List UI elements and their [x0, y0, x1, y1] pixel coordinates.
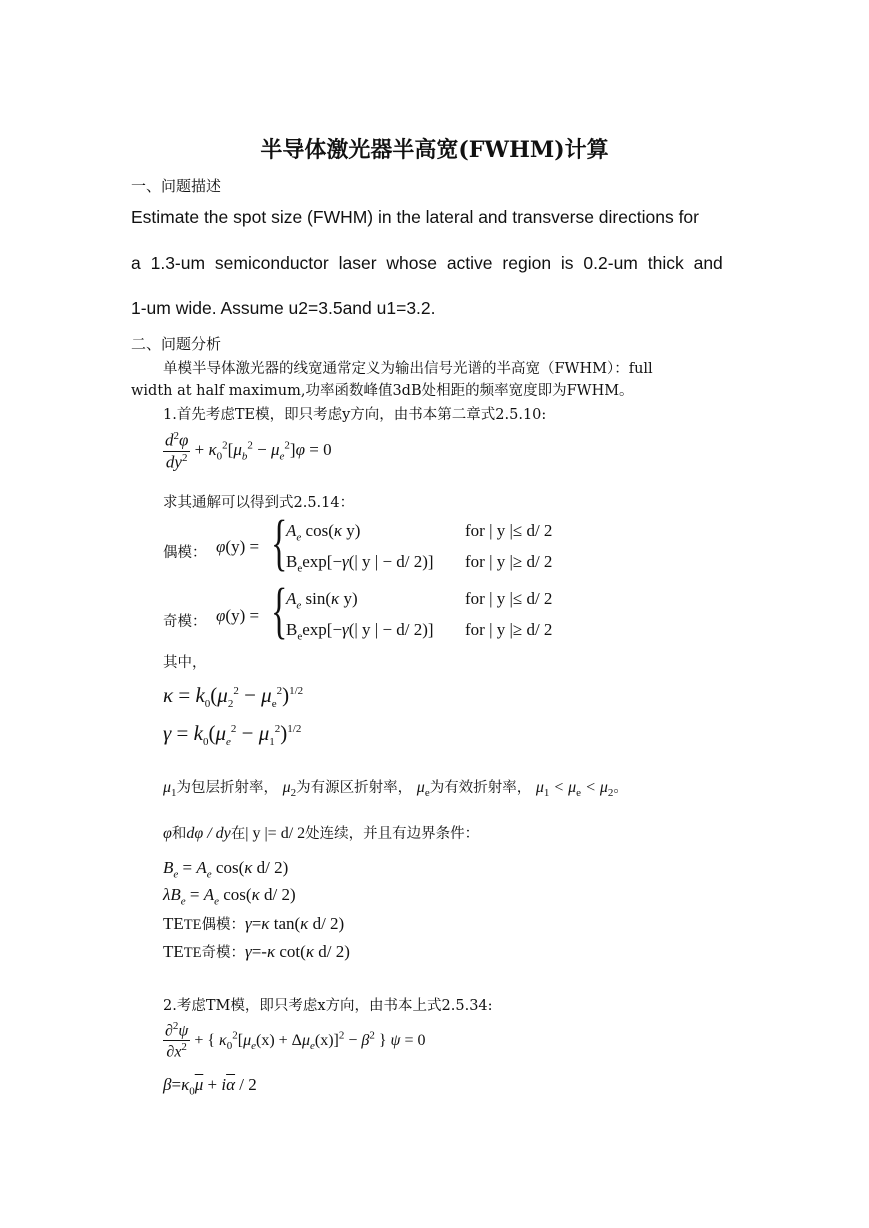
mu-inequality-end: 。 [613, 780, 628, 796]
refractive-index-description [163, 776, 628, 799]
problem-line-3: 1-um wide. Assume u2=3.5and u1=3.2. [131, 298, 436, 318]
te-odd-eq: TETE奇模：γ=-κ cot(κ d/ 2) [163, 942, 350, 961]
phi-symbol: φ [163, 825, 172, 842]
odd-mode-label: 奇模： [163, 614, 207, 630]
even-mode-case-2: $B_e\exp[-\gamma(|$ y | − d/ 2)] [286, 552, 434, 575]
where-label: 其中， [163, 655, 207, 671]
te-odd-label: TE奇模： [183, 945, 245, 961]
equation-gamma: $\gamma = k_0(\mu_e^2 - \mu_1^2)^{1/2}$ [163, 721, 302, 749]
mu-inequality: $\mu_1 < \mu_e < \mu_2$ [535, 779, 614, 800]
mue-description: 为有效折射率， [429, 780, 532, 796]
mu2-symbol: $\mu_2$ [282, 779, 297, 800]
continuity-rest: 处连续，并且有边界条件： [305, 826, 480, 842]
problem-line-1: Estimate the spot size (FWHM) in the lateral and transverse directions for [131, 207, 699, 227]
boundary-y-symbol: | y |= d/ 2 [245, 825, 306, 842]
step-te-intro: 1.首先考虑TE模，即只考虑y方向，由书本第二章式2.5.10: [163, 407, 547, 423]
dphi-dy-symbol: dφ / dy [186, 825, 231, 842]
step-tm-intro: 2.考虑TM模，即只考虑x方向，由书本上式2.5.34: [163, 998, 493, 1014]
odd-mode-cond-1: for | y |≤ d/ 2 [465, 589, 553, 608]
page-title: 半导体激光器半高宽(FWHM)计算 [260, 137, 609, 163]
general-solution-intro: 求其通解可以得到式2.5.14： [163, 495, 355, 511]
intro-line-2: width at half maximum,功率函数峰值3dB处相距的频率宽度即为FWHM。 [131, 383, 634, 399]
continuity-condition [163, 822, 479, 843]
even-mode-case-1: $A_e$ cos(κ y) [286, 521, 361, 544]
continuity-at: 在 [230, 826, 246, 842]
continuity-and: 和 [171, 826, 187, 842]
section-heading-analysis: 二、问题分析 [131, 335, 222, 353]
equation-wave-te: $\frac{d^2\varphi}{dy^2}$ + $\kappa_0^2[\mu_b^2 - \mu_e^2]\varphi = 0$ [165, 430, 332, 472]
mu2-description: 为有源区折射率， [296, 780, 413, 796]
section-heading-problem: 一、问题描述 [131, 177, 222, 195]
even-mode-cond-2: for | y |≥ d/ 2 [465, 552, 553, 571]
equation-kappa: $\kappa = k_0(\mu_2^2 - \mu_e^2)^{1/2}$ [163, 683, 304, 711]
even-mode-lhs: φ(y) = [216, 537, 260, 556]
even-mode-cond-1: for | y |≤ d/ 2 [465, 521, 553, 540]
intro-line-1: 单模半导体激光器的线宽通常定义为输出信号光谱的半高宽（FWHM）：full [163, 361, 653, 377]
boundary-eq-1: $B_e = A_e$ cos(κ d/ 2) [163, 858, 289, 881]
te-even-label: TE偶模： [183, 917, 245, 933]
odd-mode-case-2: $B_e\exp[-\gamma(|$ y | − d/ 2)] [286, 620, 434, 643]
boundary-eq-2: $\lambda B_e = A_e$ cos(κ d/ 2) [163, 885, 296, 908]
equation-wave-tm: $\frac{\partial^2\psi}{\partial x^2}$ + { $\kappa_0^2[\mu_e(x) + \Delta\mu_e(x)]^2 - \beta^2$ } ψ = 0 [165, 1020, 426, 1061]
mu1-description: 为包层折射率， [176, 780, 279, 796]
mu1-symbol: $\mu_1$ [163, 779, 177, 800]
odd-mode-lhs: φ(y) = [216, 606, 260, 625]
odd-mode-brace: { [271, 577, 288, 645]
problem-line-2: a 1.3-um semiconductor laser whose active region is 0.2-um thick and [131, 253, 723, 273]
te-even-eq: TETE偶模：γ=κ tan(κ d/ 2) [163, 914, 345, 933]
equation-beta: $\beta=\kappa_0\overline{\mu} + i\overline{\alpha} / 2$ [163, 1075, 257, 1098]
odd-mode-case-1: $A_e$ sin(κ y) [286, 589, 358, 612]
odd-mode-cond-2: for | y |≥ d/ 2 [465, 620, 553, 639]
mue-symbol: $\mu_e$ [416, 779, 430, 800]
even-mode-label: 偶模： [163, 545, 207, 561]
even-mode-brace: { [271, 509, 288, 577]
